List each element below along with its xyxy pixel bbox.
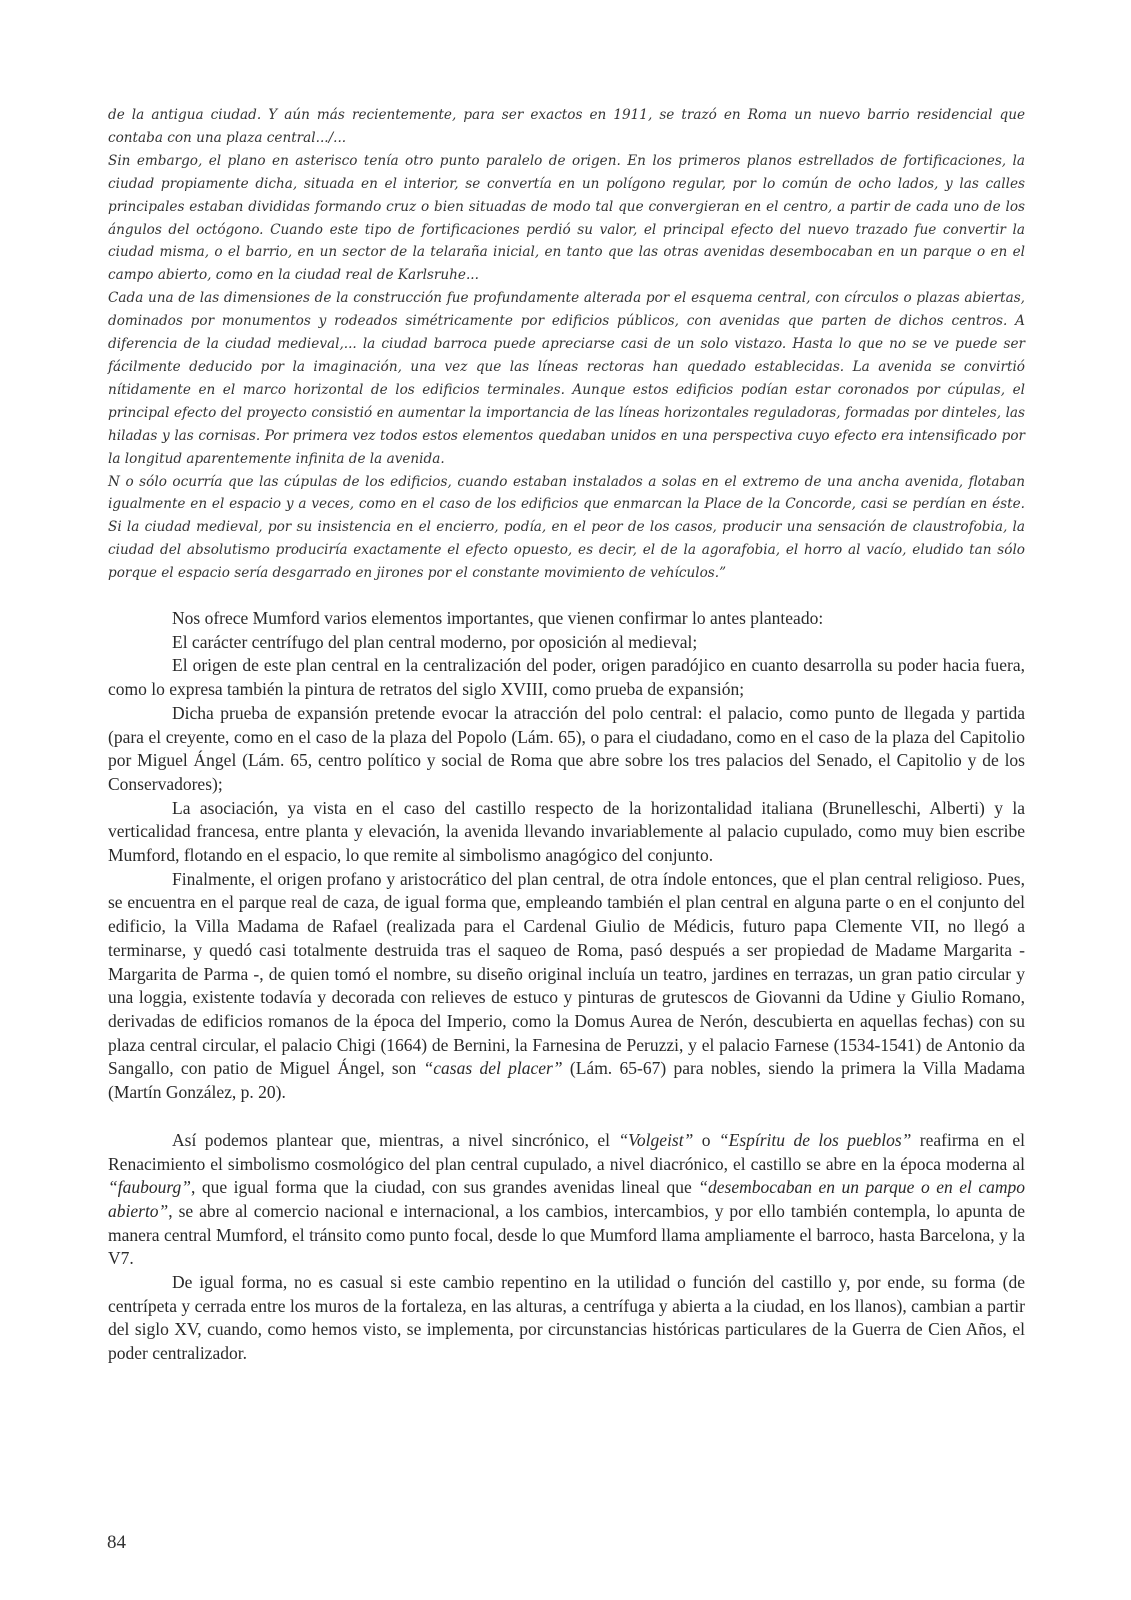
text-run: Finalmente, el origen profano y aristocrático del plan central, de otra índole entonces, que el plan central religioso. Pues, se encuentra en el parque real de caza, de igual forma que, empleando también el plan central en alguna parte o en el conjunto del edificio, la Villa Madama de Rafael (realizada para el Cardenal Giulio de Médicis, futuro papa Clemente VII, no llegó a terminarse, y quedó casi totalmente destruida tras el saqueo de Roma, pasó después a ser propiedad de Madame Margarita - Margarita de Parma -, de quien tomó el nombre, su diseño original incluía un teatro, jardines en terrazas, un gran patio circular y una loggia, existente todavía y decorada con relieves de estuco y pinturas de grutescos de Giovanni da Udine y Giulio Romano, derivadas de edificios romanos de la época del Imperio, como la Domus Aurea de Nerón, descubierta en aquellas fechas) con su plaza central circular, el palacio Chigi (1664) de Bernini, la Farnesina de Peruzzi, y el palacio Farnese (1534-1541) de Antonio da Sangallo, con patio de Miguel Ángel, son — [108, 868, 1025, 1079]
body-paragraph: El carácter centrífugo del plan central moderno, por oposición al medieval; — [172, 631, 698, 652]
text-run: , se abre al comercio nacional e internacional, a los cambios, intercambios, y por ello también contempla, lo apunta de manera central Mumford, el tránsito como punto focal, desde lo que Mumford llama ampliamente el barroco, hasta Barcelona, y la V7. — [108, 1200, 1025, 1269]
text-run: reafirma en el Renacimiento el simbolismo cosmológico del plan central cupulado, a nivel diacrónico, el castillo se abre en la época moderna al — [108, 1129, 1025, 1174]
body-paragraph: Nos ofrece Mumford varios elementos importantes, que vienen confirmar lo antes planteado: — [172, 608, 824, 629]
quote-paragraph: Cada una de las dimensiones de la construcción fue profundamente alterada por el esquema central, con círculos o plazas abiertas, dominados por monumentos y rodeados simétricamente por edificios públicos, con avenidas que parten de dichos centros. A diferencia de la ciudad medieval,... la ciudad barroca puede apreciarse casi de un solo vistazo. Hasta lo que no se ve puede ser fácilmente deducido por la imaginación, una vez que las líneas rectoras han quedado establecidas. La avenida se convirtió nítidamente en el marco horizontal de los edificios terminales. Aunque estos edificios podían estar coronados por cúpulas, el principal efecto del proyecto consistió en aumentar la importancia de las líneas horizontales reguladoras, formadas por dinteles, las hiladas y las cornisas. Por primera vez todos estos elementos quedaban unidos en una perspectiva cuyo efecto era intensificado por la longitud aparentemente infinita de la avenida. — [108, 290, 1025, 467]
italic-term: “Volgeist” — [618, 1129, 694, 1150]
italic-term: “casas del placer” — [423, 1058, 563, 1079]
text-run: (Lám. 65-67) para nobles, siendo la primera la Villa Madama (Martín González, p. 20). — [108, 1058, 1025, 1103]
quote-paragraph: Sin embargo, el plano en asterisco tenía otro punto paralelo de origen. En los primeros planos estrellados de fortificaciones, la ciudad propiamente dicha, situada en el interior, se convertía en un polígono regular, por lo común de ocho lados, y las calles principales estaban divididas formando cruz o bien situadas de modo tal que convergieran en el centro, a partir de cada uno de los ángulos del octógono. Cuando este tipo de fortificaciones perdió su valor, el principal efecto del nuevo trazado fue convertir la ciudad misma, o el barrio, en un sector de la telaraña inicial, en tanto que las otras avenidas desembocaban en un parque o en el campo abierto, como en la ciudad real de Karlsruhe... — [108, 152, 1025, 284]
page-content — [108, 104, 1025, 1366]
body-text — [108, 607, 1025, 1366]
body-paragraph: Dicha prueba de expansión pretende evocar la atracción del polo central: el palacio, como punto de llegada y partida (para el creyente, como en el caso de la plaza del Popolo (Lám. 65), o para el ciudadano, como en el caso de la plaza del Capitolio por Miguel Ángel (Lám. 65, centro político y social de Roma que abre sobre los tres palacios del Senado, el Capitolio y de los Conservadores); — [108, 702, 1025, 794]
quote-paragraph: de la antigua ciudad. Y aún más recientemente, para ser exactos en 1911, se trazó en Roma un nuevo barrio residencial que contaba con una plaza central.../... — [108, 107, 1025, 146]
italic-term: “desembocaban en un parque o en el campo abierto” — [108, 1177, 1025, 1221]
body-paragraph: La asociación, ya vista en el caso del castillo respecto de la horizontalidad italiana (Brunelleschi, Alberti) y la verticalidad francesa, entre planta y elevación, la avenida llevando invariablemente al palacio cupulado, como muy bien escribe Mumford, flotando en el espacio, lo que remite al simbolismo anagógico del conjunto. — [108, 797, 1025, 866]
text-run: , que igual forma que la ciudad, con sus grandes avenidas lineal que — [191, 1177, 699, 1198]
body-paragraph: De igual forma, no es casual si este cambio repentino en la utilidad o función del castillo y, por ende, su forma (de centrípeta y cerrada entre los muros de la fortaleza, en las alturas, a centrífuga y abierta a la ciudad, en los llanos), cambian a partir del siglo XV, cuando, como hemos visto, se implementa, por circunstancias históricas particulares de la Guerra de Cien Años, el poder centralizador. — [108, 1272, 1025, 1364]
body-paragraph — [108, 1129, 1025, 1271]
body-paragraph: El origen de este plan central en la centralización del poder, origen paradójico en cuanto desarrolla su poder hacia fuera, como lo expresa también la pintura de retratos del siglo XVIII, como prueba de expansión; — [108, 655, 1025, 700]
block-quote — [108, 104, 1025, 585]
italic-term: “faubourg” — [108, 1177, 191, 1198]
quote-paragraph: N o sólo ocurría que las cúpulas de los edificios, cuando estaban instalados a solas en el extremo de una ancha avenida, flotaban igualmente en el espacio y a veces, como en el caso de los edificios que enmarcan la Place de la Concorde, casi se perdían en éste. Si la ciudad medieval, por su insistencia en el encierro, podía, en el peor de los casos, producir una sensación de claustrofobia, la ciudad del absolutismo produciría exactamente el efecto opuesto, es decir, el de la agorafobia, el horro al vacío, eludido tan sólo porque el espacio sería desgarrado en jirones por el constante movimiento de vehículos.” — [108, 473, 1025, 582]
text-run: o — [693, 1129, 719, 1150]
text-run: Así podemos plantear que, mientras, a nivel sincrónico, el — [172, 1129, 619, 1150]
page-number: 84 — [107, 1532, 126, 1553]
italic-term: “Espíritu de los pueblos” — [718, 1129, 912, 1150]
body-paragraph — [108, 868, 1025, 1105]
